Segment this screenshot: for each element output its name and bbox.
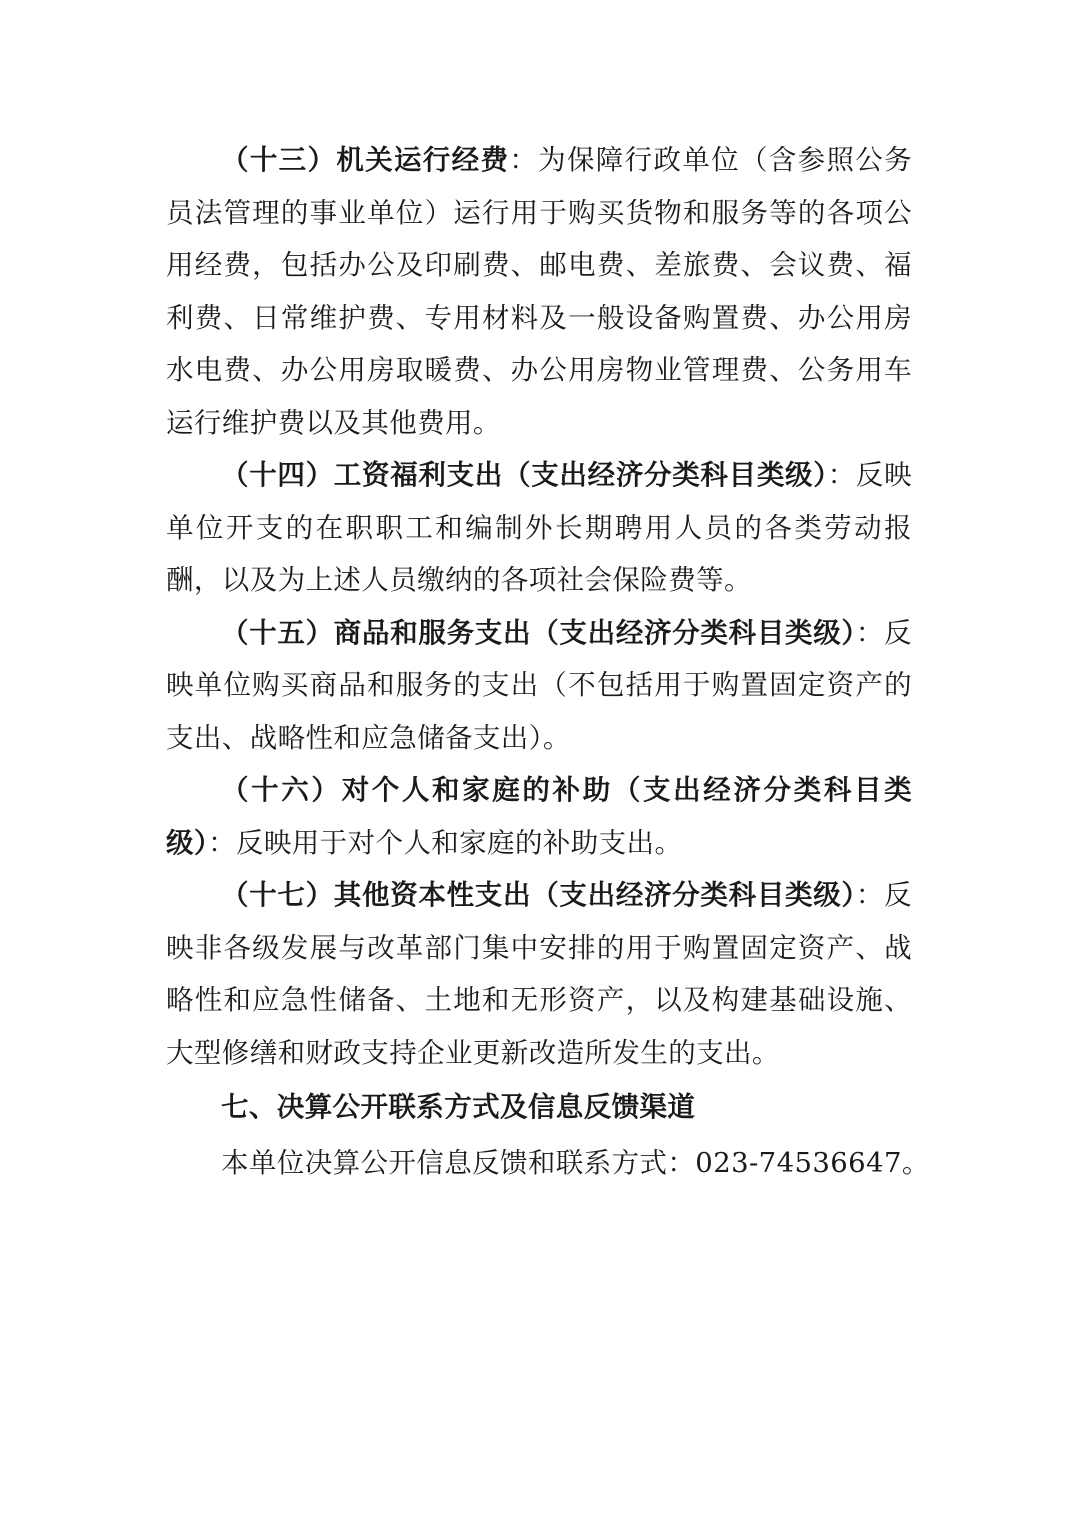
definition-17: ：反映非各级发展与改革部门集中安排的用于购置固定资产、战略性和应急性储备、土地和无形资产，以及构建基础设施、大型修缮和财政支持企业更新改造所发生的支出。 bbox=[166, 879, 912, 1069]
term-17: （十七）其他资本性支出（支出经济分类科目类级） bbox=[221, 879, 856, 911]
definition-14: ：反映单位开支的在职职工和编制外长期聘用人员的各类劳动报酬，以及为上述人员缴纳的各项社会保险费等。 bbox=[166, 459, 912, 596]
paragraph-14 bbox=[166, 449, 912, 607]
term-13: （十三）机关运行经费 bbox=[221, 144, 510, 176]
contact-info: 本单位决算公开信息反馈和联系方式：023-74536647。 bbox=[221, 1147, 930, 1179]
section-heading: 七、决算公开联系方式及信息反馈渠道 bbox=[221, 1091, 696, 1123]
definition-16: ：反映用于对个人和家庭的补助支出。 bbox=[208, 826, 683, 859]
paragraph-15 bbox=[166, 607, 912, 765]
term-15: （十五）商品和服务支出（支出经济分类科目类级） bbox=[221, 616, 856, 649]
term-16: （十六）对个人和家庭的补助（支出经济分类科目类级） bbox=[166, 774, 912, 859]
definition-13: ：为保障行政单位（含参照公务员法管理的事业单位）运行用于购买货物和服务等的各项公用经费，包括办公及印刷费、邮电费、差旅费、会议费、福利费、日常维护费、专用材料及一般设备购置费、办公用房水电费、办公用房取暖费、办公用房物业管理费、公务用车运行维护费以及其他费用。 bbox=[166, 144, 913, 439]
term-14: （十四）工资福利支出（支出经济分类科目类级） bbox=[221, 459, 828, 491]
definition-15: ：反映单位购买商品和服务的支出（不包括用于购置固定资产的支出、战略性和应急储备支出）。 bbox=[166, 616, 912, 754]
paragraph-13 bbox=[166, 134, 912, 449]
document-body bbox=[166, 134, 930, 1191]
paragraph-16 bbox=[166, 764, 912, 869]
paragraph-17 bbox=[166, 869, 912, 1079]
